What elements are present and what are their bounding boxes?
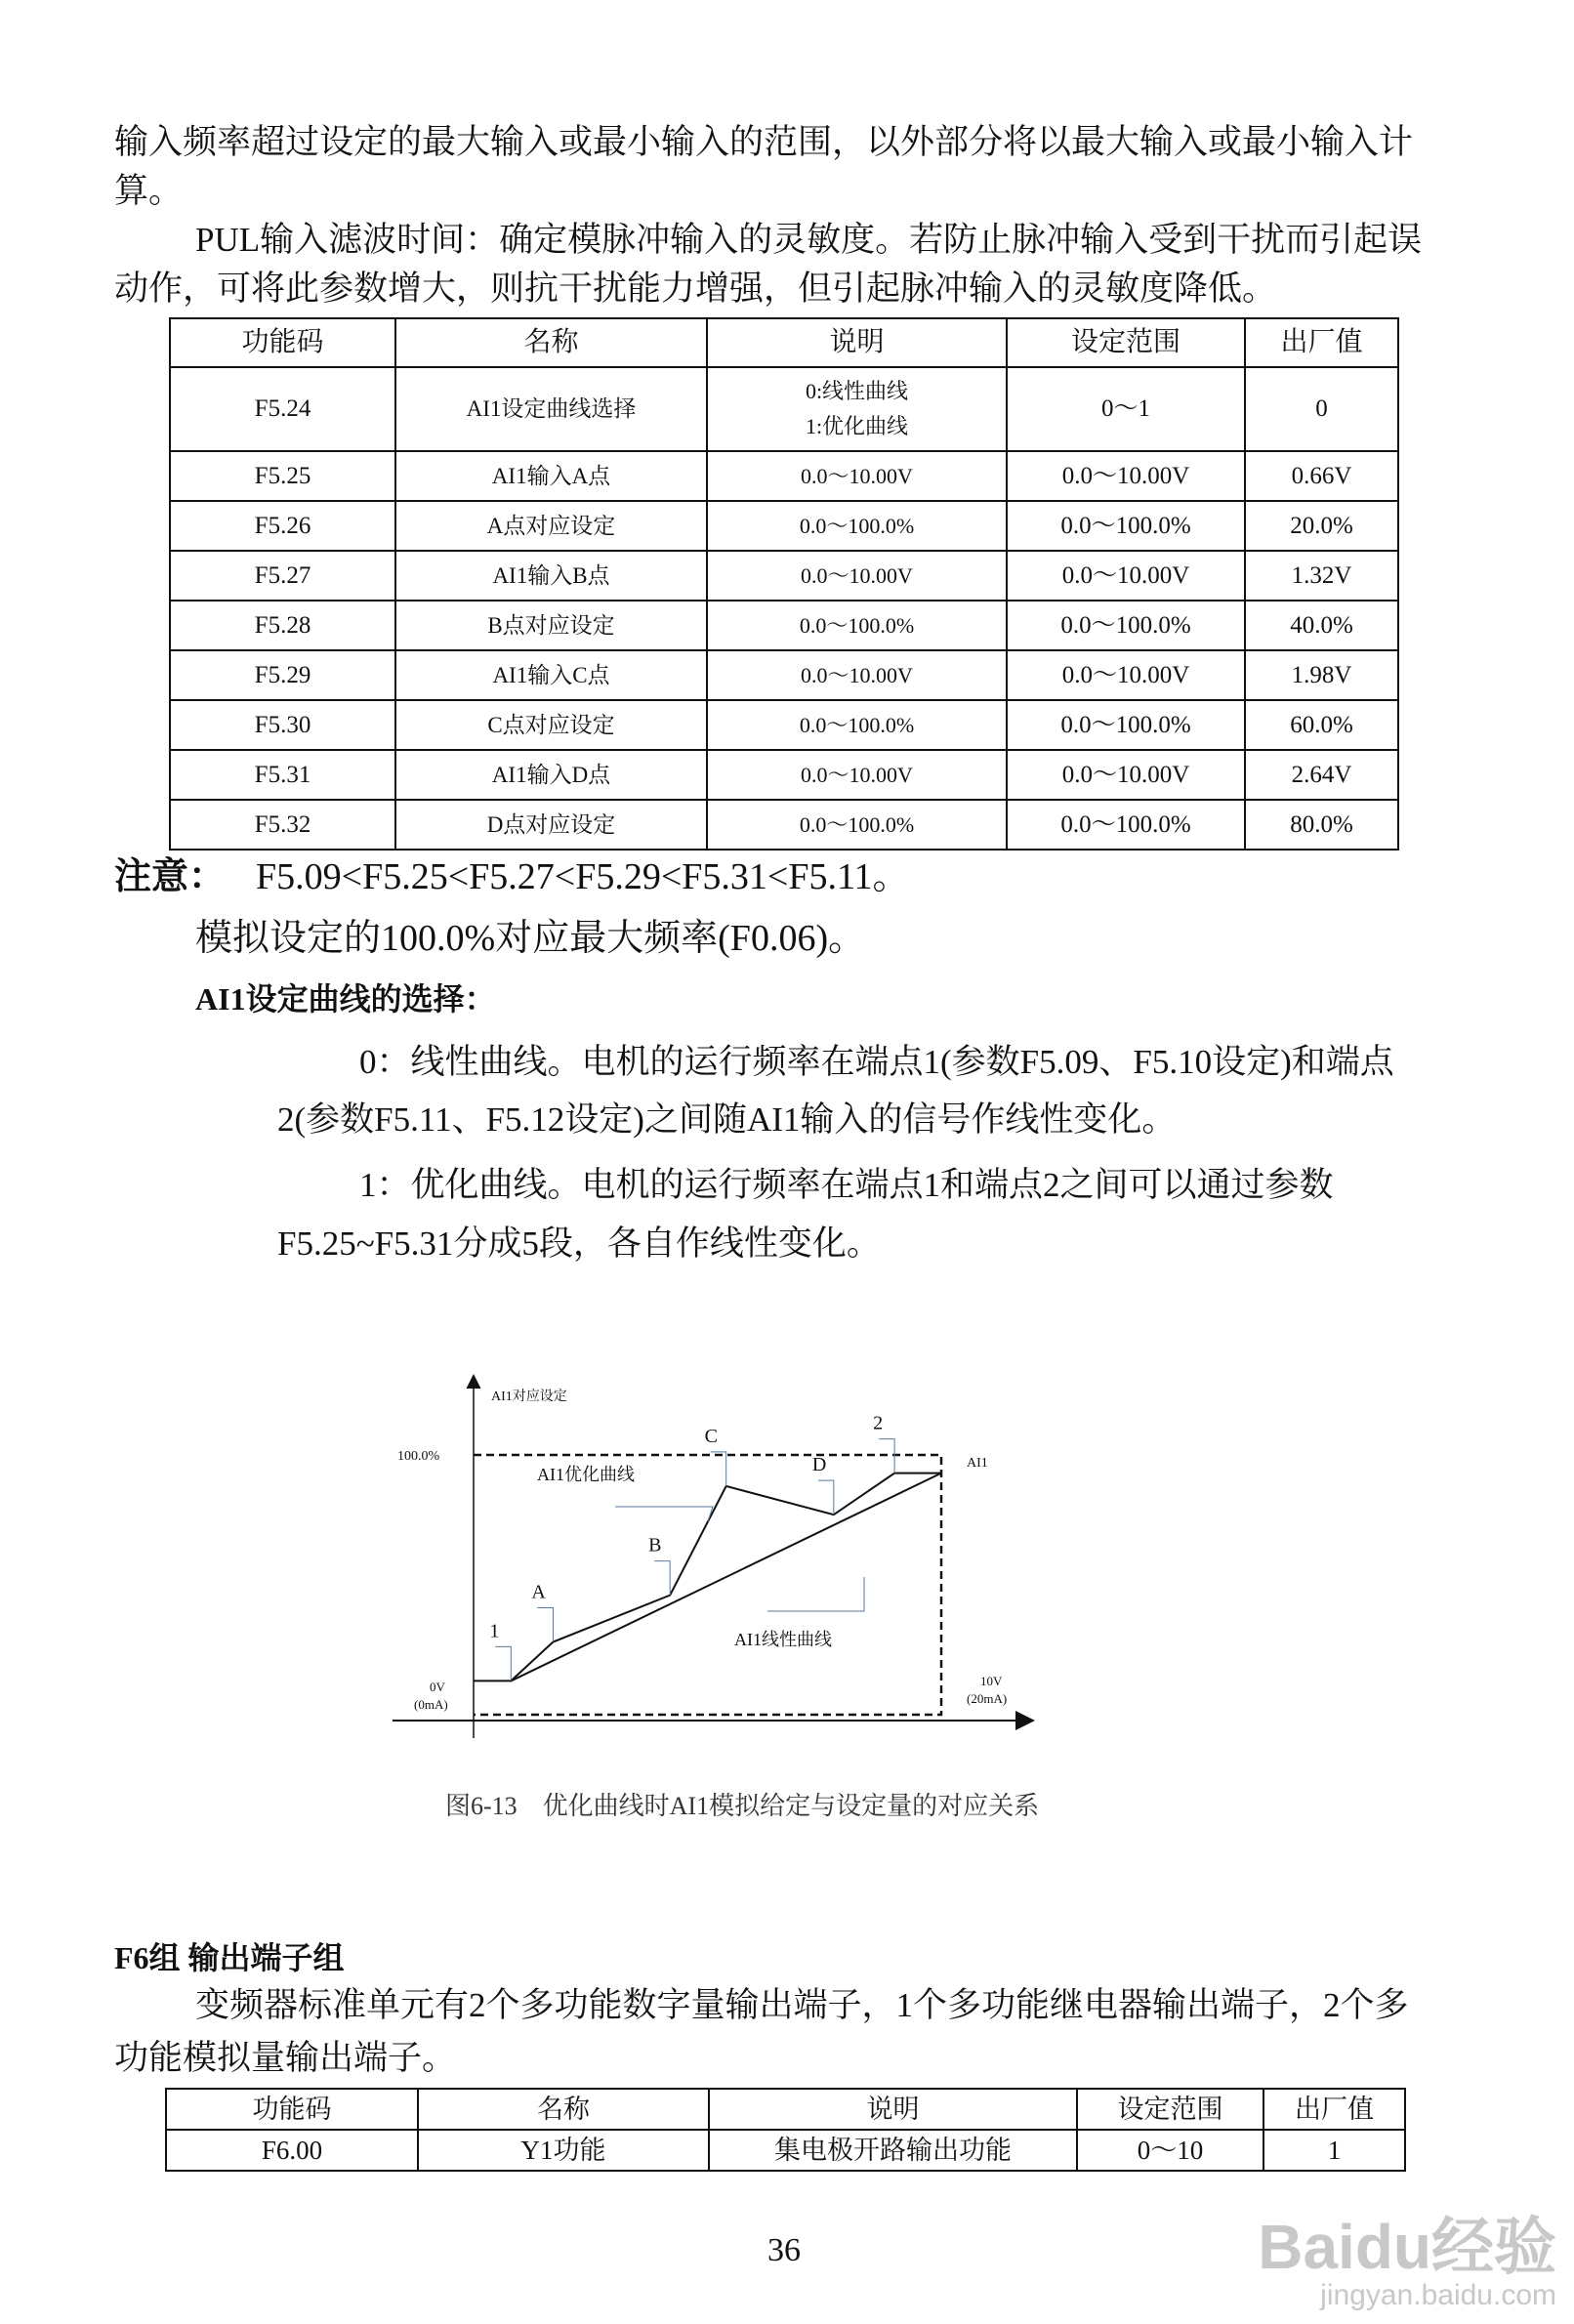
cell-name: Y1功能 [418,2130,709,2171]
table-row [170,750,1398,800]
note-text: F5.09<F5.25<F5.27<F5.29<F5.31<F5.11。 [256,856,910,897]
table-row [170,367,1398,451]
cell-name: B点对应设定 [395,601,707,650]
point-leader-A [537,1608,553,1642]
cell-default: 0 [1245,367,1398,451]
cell-desc [707,367,1007,451]
cell-code: F5.29 [170,650,395,700]
header-default: 出厂值 [1263,2089,1405,2130]
cell-code: F5.25 [170,451,395,501]
cell-code: F5.24 [170,367,395,451]
cell-name: A点对应设定 [395,501,707,551]
intro-line-2: 算。 [114,172,184,210]
cell-name: AI1输入B点 [395,551,707,601]
cell-range: 0～10 [1077,2130,1263,2171]
cell-code: F5.30 [170,700,395,750]
header-code: 功能码 [170,318,395,367]
intro-line-1: 输入频率超过设定的最大输入或最小输入的范围，以外部分将以最大输入或最小输入计 [114,123,1414,161]
cell-desc: 0.0～10.00V [707,451,1007,501]
cell-desc: 0.0～100.0% [707,800,1007,850]
option-0-line-1: 0：线性曲线。电机的运行频率在端点1(参数F5.09、F5.10设定)和端点 [359,1043,1394,1081]
cell-default: 1.32V [1245,551,1398,601]
cell-desc-line: 0:线性曲线 [805,379,909,403]
table-header-row [170,318,1398,367]
header-name: 名称 [395,318,707,367]
cell-range: 0.0～10.00V [1007,451,1245,501]
linear-leader-line [767,1577,864,1611]
header-range: 设定范围 [1077,2089,1263,2130]
linear-curve-label: AI1线性曲线 [734,1630,832,1649]
cell-name: C点对应设定 [395,700,707,750]
cell-default: 80.0% [1245,800,1398,850]
option-1-line-1: 1：优化曲线。电机的运行频率在端点1和端点2之间可以通过参数 [359,1166,1334,1204]
table-header-row [166,2089,1405,2130]
analog-note: 模拟设定的100.0%对应最大频率(F0.06)。 [195,918,866,959]
cell-default: 1 [1263,2130,1405,2171]
watermark-brand: Baidu经验 [1258,2212,1556,2282]
point-leader-C [711,1452,726,1486]
cell-code: F5.28 [170,601,395,650]
point-label-C: C [704,1425,719,1447]
page-number: 36 [767,2232,801,2268]
cell-default: 2.64V [1245,750,1398,800]
cell-range: 0.0～100.0% [1007,800,1245,850]
curve-heading: AI1设定曲线的选择： [195,981,496,1017]
baidu-watermark [1258,2212,1556,2312]
cell-desc: 集电极开路输出功能 [709,2130,1077,2171]
cell-code: F6.00 [166,2130,418,2171]
table-row [170,451,1398,501]
parameter-table-f5 [169,317,1399,851]
cell-desc: 0.0～10.00V [707,750,1007,800]
header-desc: 说明 [707,318,1007,367]
cell-code: F5.26 [170,501,395,551]
x-max-label: 10V [980,1674,1003,1688]
cell-range: 0.0～10.00V [1007,750,1245,800]
table-row [170,551,1398,601]
x-min-label-2: (0mA) [414,1697,448,1712]
cell-code: F5.27 [170,551,395,601]
point-label-D: D [811,1454,827,1476]
series-line-linear [511,1473,941,1681]
cell-name: AI1输入A点 [395,451,707,501]
point-leader-1 [495,1646,511,1681]
x-min-label: 0V [430,1680,445,1694]
x-axis-label: AI1 [967,1456,988,1471]
header-name: 名称 [418,2089,709,2130]
cell-desc: 0.0～100.0% [707,700,1007,750]
cell-name: AI1输入C点 [395,650,707,700]
table-row [170,700,1398,750]
cell-range: 0.0～100.0% [1007,601,1245,650]
option-1-line-2: F5.25~F5.31分成5段，各自作线性变化。 [277,1224,881,1263]
cell-default: 40.0% [1245,601,1398,650]
point-label-2: 2 [873,1412,884,1434]
cell-desc: 0.0～100.0% [707,501,1007,551]
cell-desc: 0.0～10.00V [707,650,1007,700]
header-desc: 说明 [709,2089,1077,2130]
cell-desc: 0.0～100.0% [707,601,1007,650]
point-label-B: B [648,1534,662,1556]
cell-range: 0～1 [1007,367,1245,451]
y-axis-label: AI1对应设定 [491,1390,567,1404]
table-row [170,800,1398,850]
optimized-curve-label: AI1优化曲线 [537,1465,635,1484]
table-row [170,601,1398,650]
cell-range: 0.0～100.0% [1007,700,1245,750]
table-row [170,501,1398,551]
optimized-leader-line [615,1507,713,1521]
point-label-A: A [531,1581,546,1603]
note-label: 注意： [114,856,227,897]
cell-desc-line: 1:优化曲线 [805,414,909,438]
cell-range: 0.0～10.00V [1007,650,1245,700]
cell-default: 60.0% [1245,700,1398,750]
cell-default: 20.0% [1245,501,1398,551]
watermark-url: jingyan.baidu.com [1320,2279,1556,2311]
option-0-line-2: 2(参数F5.11、F5.12设定)之间随AI1输入的信号作线性变化。 [277,1100,1177,1139]
table-row [170,650,1398,700]
point-label-1: 1 [489,1620,500,1642]
intro-line-3: PUL输入滤波时间：确定模脉冲输入的灵敏度。若防止脉冲输入受到干扰而引起误 [195,221,1423,259]
cell-range: 0.0～100.0% [1007,501,1245,551]
intro-line-4: 动作，可将此参数增大，则抗干扰能力增强，但引起脉冲输入的灵敏度降低。 [114,270,1277,308]
point-leader-D [818,1480,834,1515]
series-line-optimized [474,1473,941,1681]
cell-name: D点对应设定 [395,800,707,850]
cell-name: AI1设定曲线选择 [395,367,707,451]
cell-range: 0.0～10.00V [1007,551,1245,601]
cell-default: 0.66V [1245,451,1398,501]
figure-caption: 图6-13 优化曲线时AI1模拟给定与设定量的对应关系 [445,1792,1040,1820]
y-max-label: 100.0% [397,1449,440,1464]
f6-heading: F6组 输出端子组 [114,1940,345,1975]
cell-desc: 0.0～10.00V [707,551,1007,601]
parameter-table-f6 [165,2088,1406,2172]
cell-code: F5.31 [170,750,395,800]
cell-default: 1.98V [1245,650,1398,700]
header-default: 出厂值 [1245,318,1398,367]
f6-line-1: 变频器标准单元有2个多功能数字量输出端子，1个多功能继电器输出端子，2个多 [195,1986,1409,2024]
cell-code: F5.32 [170,800,395,850]
x-max-label-2: (20mA) [967,1691,1008,1706]
table-row [166,2130,1405,2171]
ai1-curve-chart [371,1348,1055,1767]
cell-name: AI1输入D点 [395,750,707,800]
f6-line-2: 功能模拟量输出端子。 [114,2039,457,2077]
header-code: 功能码 [166,2089,418,2130]
point-leader-B [654,1561,670,1596]
header-range: 设定范围 [1007,318,1245,367]
